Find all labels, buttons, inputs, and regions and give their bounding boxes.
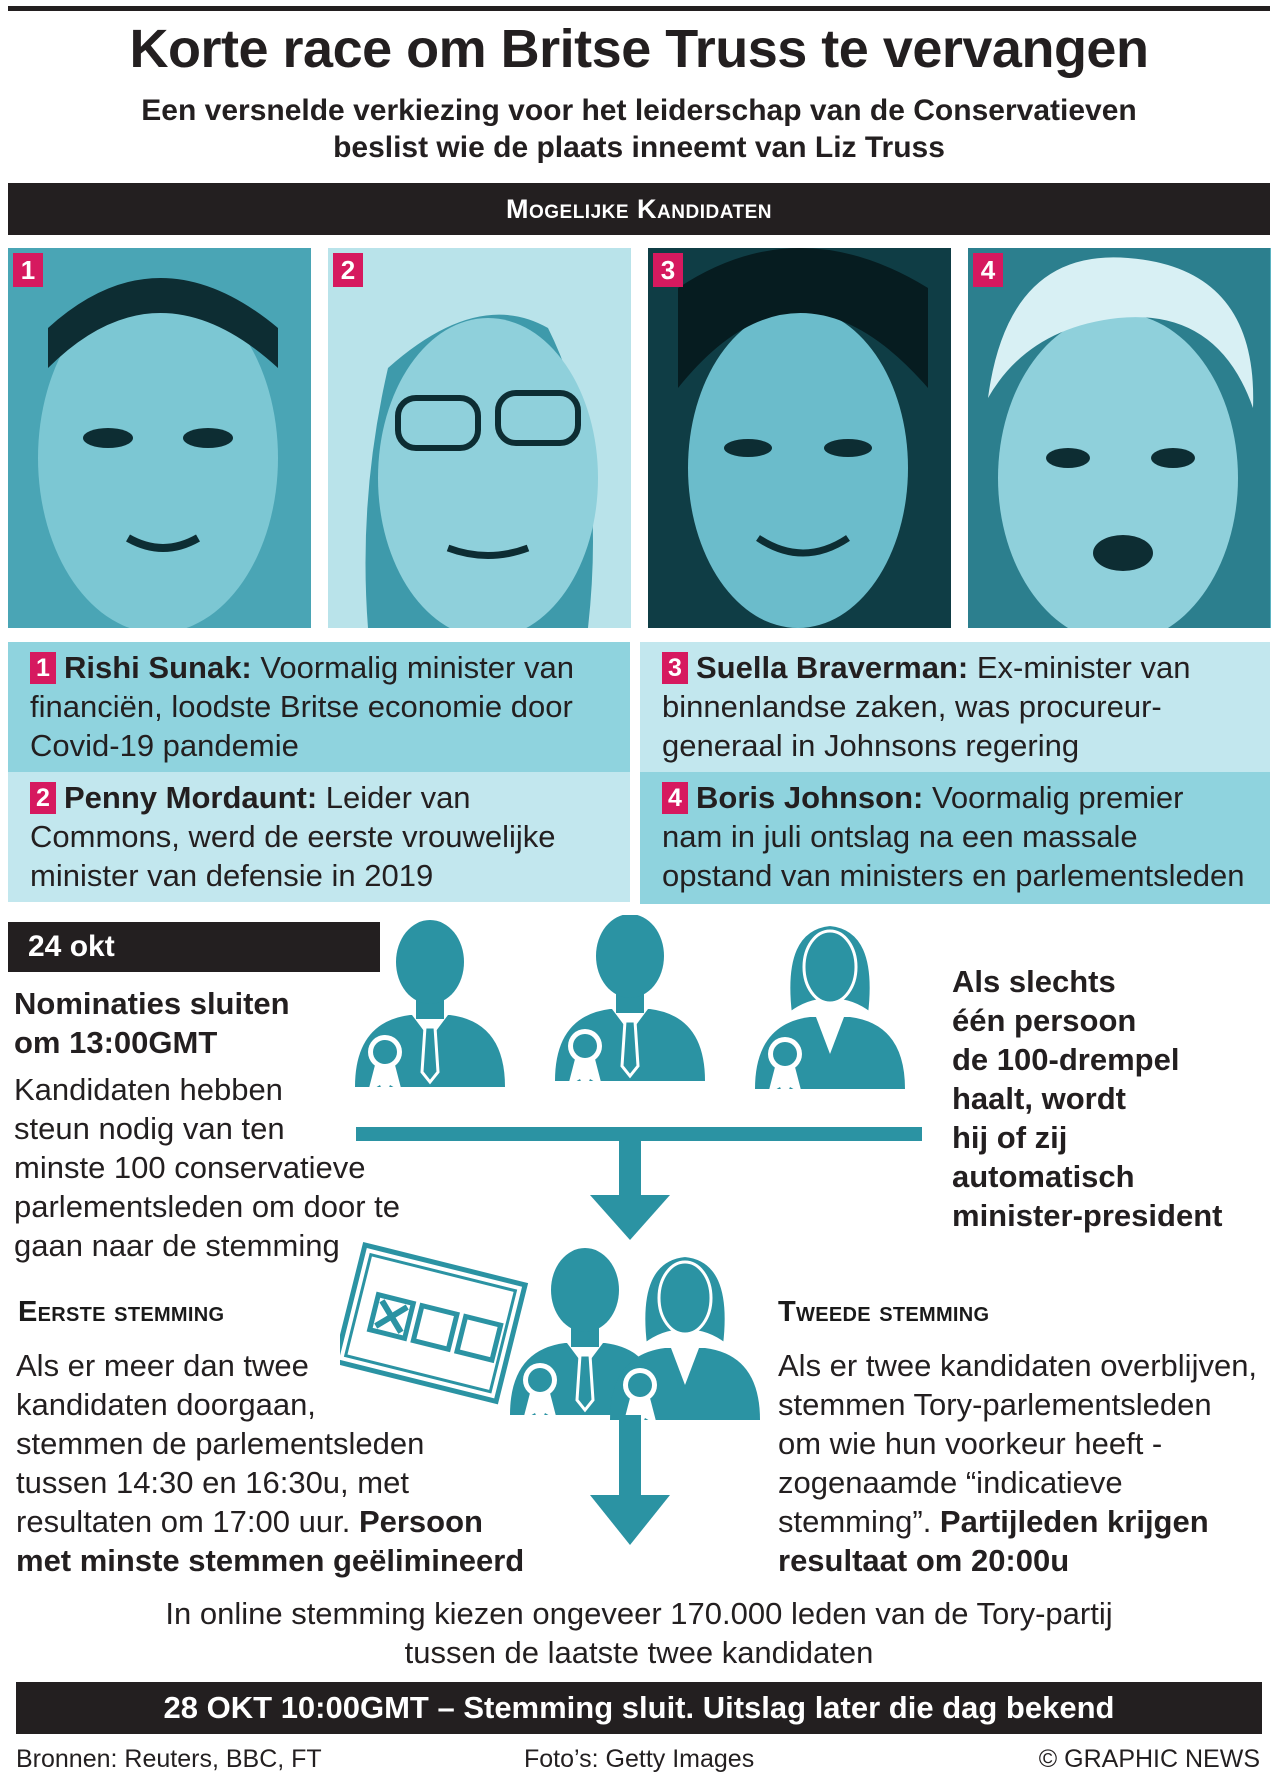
sources-credit: Bronnen: Reuters, BBC, FT [16, 1745, 322, 1773]
card-number-4: 4 [662, 782, 688, 814]
second-vote-heading [778, 1296, 1258, 1329]
arrow-shaft [619, 1415, 641, 1505]
arrow-shaft [619, 1141, 641, 1199]
final-date-text: 28 OKT 10:00GMT – Stemming sluit. Uitslag later die dag bekend [163, 1690, 1115, 1725]
portrait-icon [968, 248, 1270, 628]
first-vote-bold-line: met minste stemmen geëlimineerd [16, 1543, 525, 1578]
nominations-text-line: steun nodig van ten [14, 1111, 285, 1146]
card-name-2: Penny Mordaunt: [64, 780, 318, 815]
second-vote-line: om wie hun voorkeur heeft - [778, 1426, 1163, 1461]
single-candidate-line: automatisch [952, 1159, 1135, 1194]
candidate-card-1 [8, 642, 630, 772]
subtitle-line-2: beslist wie de plaats inneemt van Liz Truss [333, 131, 945, 164]
first-vote-line: stemmen de parlementsleden [16, 1426, 425, 1461]
first-vote-heading-text: Eerste stemming [18, 1296, 225, 1328]
nominations-text-line: Kandidaten hebben [14, 1072, 283, 1107]
candidate-photo-3 [648, 248, 951, 628]
photo-badge-3: 3 [653, 253, 683, 287]
card-text-1: Voormalig minister van financiën, loodste Britse economie door Covid-19 pandemie [30, 650, 574, 763]
man-icon [355, 920, 505, 1097]
nominations-heading-line-2: om 13:00GMT [14, 1025, 218, 1060]
candidate-card-2 [8, 772, 630, 902]
candidate-photo-1 [8, 248, 311, 628]
second-vote-heading-text: Tweede stemming [778, 1296, 990, 1328]
card-name-4: Boris Johnson: [696, 780, 924, 815]
nominations-text-line: gaan naar de stemming [14, 1228, 340, 1263]
single-candidate-line: één persoon [952, 1003, 1137, 1038]
card-text-4: Voormalig premier nam in juli ontslag na een massale opstand van ministers en parlementsleden [662, 780, 1245, 893]
arrow-down-icon [590, 1195, 670, 1240]
card-number-3: 3 [662, 652, 688, 684]
first-vote-heading [18, 1296, 418, 1329]
photo-badge-4: 4 [973, 253, 1003, 287]
candidate-card-4 [640, 772, 1270, 904]
candidate-photo-2 [328, 248, 631, 628]
first-vote-bold: Persoon [358, 1504, 483, 1539]
online-vote-line-1: In online stemming kiezen ongeveer 170.000 leden van de Tory-partij [165, 1596, 1113, 1631]
candidates-heading [8, 183, 1270, 235]
woman-icon [755, 924, 905, 1099]
nominations-heading [14, 984, 394, 1062]
single-candidate-line: haalt, wordt [952, 1081, 1126, 1116]
nominations-text-line: minste 100 conservatieve [14, 1150, 366, 1185]
card-text-3: Ex-minister van binnenlandse zaken, was procureur-generaal in Johnsons regering [662, 650, 1191, 763]
first-vote-line: Als er meer dan twee [16, 1348, 309, 1383]
first-vote-text [16, 1346, 576, 1580]
online-vote-text [0, 1594, 1278, 1672]
man-icon [555, 915, 705, 1091]
card-name-1: Rishi Sunak: [64, 650, 252, 685]
online-vote-line-2: tussen de laatste twee kandidaten [404, 1635, 874, 1670]
photos-credit: Foto’s: Getty Images [524, 1745, 755, 1773]
card-number-2: 2 [30, 782, 56, 814]
single-candidate-line: de 100-drempel [952, 1042, 1180, 1077]
page-title: Korte race om Britse Truss te vervangen [129, 19, 1149, 79]
first-vote-line: kandidaten doorgaan, [16, 1387, 316, 1422]
nominations-text-line: parlementsleden om door te [14, 1189, 401, 1224]
second-vote-line: zogenaamde “indicatieve [778, 1465, 1123, 1500]
final-date-bar [16, 1682, 1262, 1734]
graphic-news-credit: © GRAPHIC NEWS [1038, 1745, 1260, 1773]
date-label: 24 okt [28, 930, 115, 963]
nominations-heading-line-1: Nominaties sluiten [14, 986, 290, 1021]
second-vote-line: stemming”. [778, 1504, 940, 1539]
date-bar [8, 922, 380, 972]
photo-badge-1: 1 [13, 253, 43, 287]
single-candidate-line: hij of zij [952, 1120, 1068, 1155]
arrow-down-icon [590, 1495, 670, 1545]
card-text-2: Leider van Commons, werd de eerste vrouwelijke minister van defensie in 2019 [30, 780, 556, 893]
card-number-1: 1 [30, 652, 56, 684]
photo-badge-2: 2 [333, 253, 363, 287]
single-candidate-line: minister-president [952, 1198, 1223, 1233]
second-vote-line: Als er twee kandidaten overblijven, [778, 1348, 1258, 1383]
single-candidate-line: Als slechts [952, 964, 1116, 999]
top-rule [8, 6, 1270, 11]
portrait-icon [648, 248, 951, 628]
connector-bar [356, 1127, 922, 1141]
subtitle-line-1: Een versnelde verkiezing voor het leiderschap van de Conservatieven [141, 94, 1137, 127]
candidate-card-3 [640, 642, 1270, 772]
single-candidate-text [952, 962, 1272, 1235]
portrait-icon [8, 248, 311, 628]
second-vote-line: stemmen Tory-parlementsleden [778, 1387, 1212, 1422]
woman-icon [610, 1255, 760, 1430]
portrait-icon [328, 248, 631, 628]
first-vote-line: tussen 14:30 en 16:30u, met [16, 1465, 409, 1500]
page-subtitle [0, 92, 1278, 166]
candidates-heading-text: Mogelijke Kandidaten [505, 194, 773, 224]
card-name-3: Suella Braverman: [696, 650, 969, 685]
second-vote-bold-line: resultaat om 20:00u [778, 1543, 1070, 1578]
candidate-photo-4 [968, 248, 1271, 628]
first-vote-line: resultaten om 17:00 uur. [16, 1504, 359, 1539]
second-vote-bold: Partijleden krijgen [939, 1504, 1209, 1539]
second-vote-text [778, 1346, 1273, 1580]
